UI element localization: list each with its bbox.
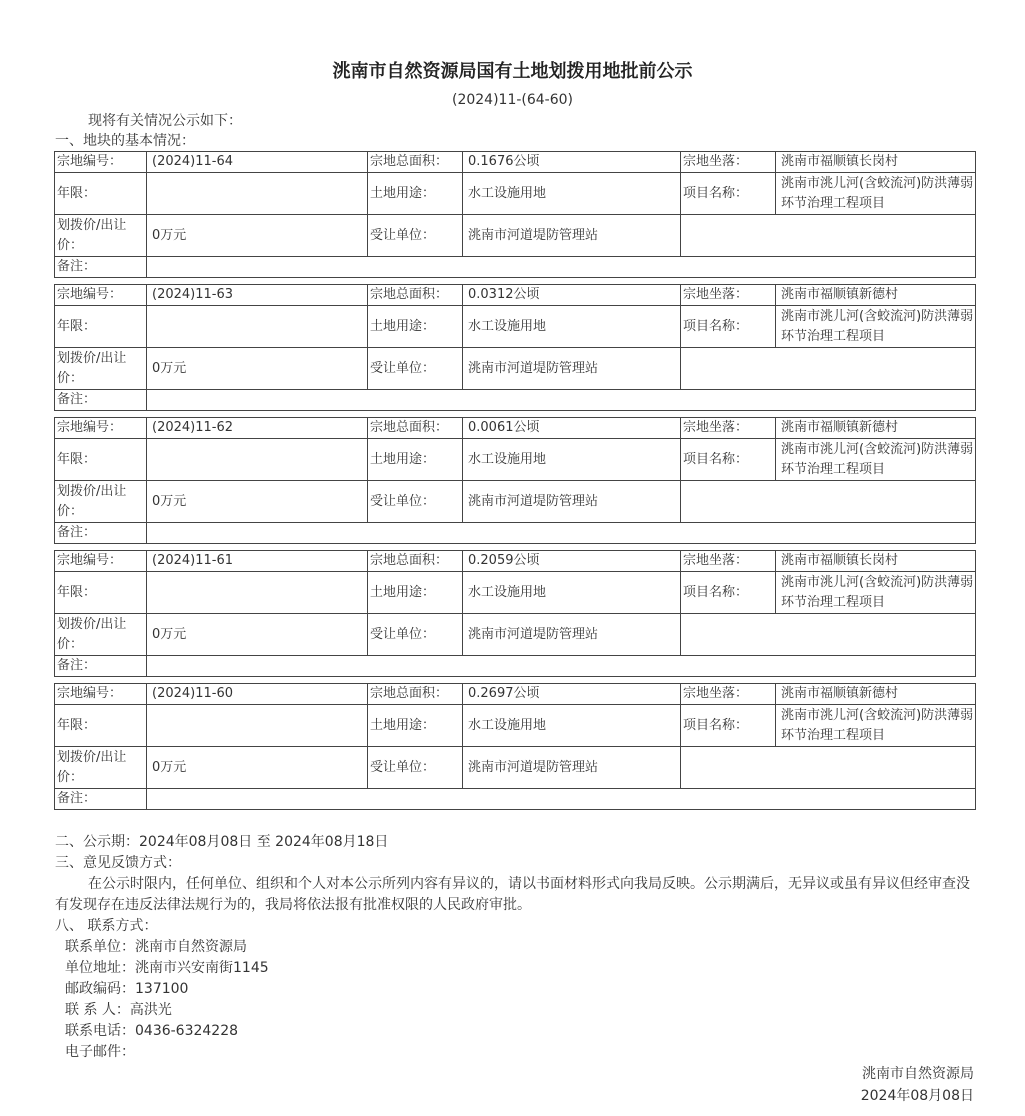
project-label: 项目名称： — [681, 306, 776, 348]
parcel-row — [55, 747, 976, 789]
location-label: 宗地坐落： — [681, 551, 776, 572]
total-area-value: 0.1676公顷 — [463, 152, 681, 173]
parcel-no-label: 宗地编号： — [55, 152, 147, 173]
remarks-label: 备注： — [55, 656, 147, 677]
location-value: 洮南市福顺镇新德村 — [776, 418, 976, 439]
remarks-label: 备注： — [55, 257, 147, 278]
parcel-row — [55, 257, 976, 278]
project-label: 项目名称： — [681, 173, 776, 215]
project-label: 项目名称： — [681, 705, 776, 747]
location-value: 洮南市福顺镇长岗村 — [776, 152, 976, 173]
parcel-row — [55, 390, 976, 411]
parcel-row — [55, 439, 976, 481]
parcel-row — [55, 173, 976, 215]
price-label: 划拨价/出让价： — [55, 614, 147, 656]
location-label: 宗地坐落： — [681, 684, 776, 705]
empty-cell — [681, 614, 976, 656]
contact-phone: 联系电话：0436-6324228 — [65, 1023, 239, 1039]
parcel-row — [55, 614, 976, 656]
parcel-tables — [54, 151, 975, 816]
assignee-label: 受让单位： — [368, 481, 463, 523]
term-value — [147, 572, 368, 614]
land-use-label: 土地用途： — [368, 705, 463, 747]
price-label: 划拨价/出让价： — [55, 747, 147, 789]
term-value — [147, 439, 368, 481]
parcel-table — [54, 151, 976, 278]
term-value — [147, 173, 368, 215]
remarks-label: 备注： — [55, 789, 147, 810]
assignee-label: 受让单位： — [368, 348, 463, 390]
parcel-no-value: (2024)11-63 — [147, 285, 368, 306]
parcel-table — [54, 284, 976, 411]
parcel-table — [54, 550, 976, 677]
land-use-label: 土地用途： — [368, 306, 463, 348]
project-value: 洮南市洮儿河(含蛟流河)防洪薄弱环节治理工程项目 — [776, 173, 976, 215]
remarks-value — [147, 257, 976, 278]
parcel-row — [55, 656, 976, 677]
parcel-no-value: (2024)11-61 — [147, 551, 368, 572]
contact-person: 联 系 人：高洪光 — [65, 1002, 172, 1018]
empty-cell — [681, 481, 976, 523]
location-value: 洮南市福顺镇长岗村 — [776, 551, 976, 572]
land-use-value: 水工设施用地 — [463, 705, 681, 747]
assignee-label: 受让单位： — [368, 614, 463, 656]
contact-unit: 联系单位：洮南市自然资源局 — [65, 939, 247, 955]
issuer-name: 洮南市自然资源局 — [862, 1066, 974, 1082]
land-use-value: 水工设施用地 — [463, 572, 681, 614]
remarks-label: 备注： — [55, 390, 147, 411]
land-use-label: 土地用途： — [368, 173, 463, 215]
land-use-label: 土地用途： — [368, 572, 463, 614]
price-label: 划拨价/出让价： — [55, 215, 147, 257]
parcel-no-label: 宗地编号： — [55, 684, 147, 705]
term-label: 年限： — [55, 306, 147, 348]
land-use-value: 水工设施用地 — [463, 439, 681, 481]
assignee-value: 洮南市河道堤防管理站 — [463, 747, 681, 789]
remarks-value — [147, 789, 976, 810]
term-value — [147, 306, 368, 348]
parcel-no-value: (2024)11-60 — [147, 684, 368, 705]
remarks-value — [147, 523, 976, 544]
project-label: 项目名称： — [681, 572, 776, 614]
parcel-row — [55, 348, 976, 390]
parcel-row — [55, 789, 976, 810]
assignee-value: 洮南市河道堤防管理站 — [463, 348, 681, 390]
parcel-row — [55, 215, 976, 257]
location-value: 洮南市福顺镇新德村 — [776, 285, 976, 306]
total-area-value: 0.0061公顷 — [463, 418, 681, 439]
parcel-row — [55, 572, 976, 614]
location-value: 洮南市福顺镇新德村 — [776, 684, 976, 705]
land-use-value: 水工设施用地 — [463, 306, 681, 348]
price-value: 0万元 — [147, 614, 368, 656]
contact-heading: 八、 联系方式： — [55, 918, 158, 934]
project-value: 洮南市洮儿河(含蛟流河)防洪薄弱环节治理工程项目 — [776, 439, 976, 481]
total-area-value: 0.2059公顷 — [463, 551, 681, 572]
price-label: 划拨价/出让价： — [55, 481, 147, 523]
remarks-value — [147, 656, 976, 677]
page-title: 洮南市自然资源局国有土地划拨用地批前公示 — [332, 61, 693, 82]
assignee-value: 洮南市河道堤防管理站 — [463, 614, 681, 656]
project-value: 洮南市洮儿河(含蛟流河)防洪薄弱环节治理工程项目 — [776, 705, 976, 747]
contact-postcode: 邮政编码：137100 — [65, 981, 189, 997]
feedback-heading: 三、意见反馈方式： — [55, 855, 181, 871]
remarks-label: 备注： — [55, 523, 147, 544]
price-value: 0万元 — [147, 348, 368, 390]
intro-text: 现将有关情况公示如下： — [88, 113, 242, 129]
total-area-value: 0.2697公顷 — [463, 684, 681, 705]
empty-cell — [681, 747, 976, 789]
parcel-row — [55, 285, 976, 306]
price-label: 划拨价/出让价： — [55, 348, 147, 390]
contact-address: 单位地址：洮南市兴安南街1145 — [65, 960, 269, 976]
parcel-no-value: (2024)11-64 — [147, 152, 368, 173]
parcel-row — [55, 481, 976, 523]
location-label: 宗地坐落： — [681, 285, 776, 306]
parcel-no-value: (2024)11-62 — [147, 418, 368, 439]
contact-email: 电子邮件： — [65, 1044, 135, 1060]
total-area-label: 宗地总面积： — [368, 152, 463, 173]
parcel-no-label: 宗地编号： — [55, 418, 147, 439]
parcel-table — [54, 417, 976, 544]
parcel-table — [54, 683, 976, 810]
project-value: 洮南市洮儿河(含蛟流河)防洪薄弱环节治理工程项目 — [776, 306, 976, 348]
total-area-label: 宗地总面积： — [368, 551, 463, 572]
empty-cell — [681, 215, 976, 257]
section-basic-info-heading: 一、地块的基本情况： — [55, 133, 195, 149]
parcel-row — [55, 684, 976, 705]
project-value: 洮南市洮儿河(含蛟流河)防洪薄弱环节治理工程项目 — [776, 572, 976, 614]
feedback-text: 在公示时限内，任何单位、组织和个人对本公示所列内容有异议的，请以书面材料形式向我局反映。公示期满后，无异议或虽有异议但经审查没有发现存在违反法律法规行为的，我局将依法报有批准权限的人民政府审批。 — [55, 876, 970, 913]
term-label: 年限： — [55, 572, 147, 614]
assignee-label: 受让单位： — [368, 747, 463, 789]
notice-body — [55, 832, 975, 1063]
document-number: (2024)11-(64-60) — [451, 92, 574, 108]
total-area-label: 宗地总面积： — [368, 285, 463, 306]
total-area-label: 宗地总面积： — [368, 418, 463, 439]
parcel-row — [55, 418, 976, 439]
land-use-label: 土地用途： — [368, 439, 463, 481]
signature-block — [861, 1063, 974, 1107]
assignee-value: 洮南市河道堤防管理站 — [463, 215, 681, 257]
empty-cell — [681, 348, 976, 390]
issue-date: 2024年08月08日 — [860, 1088, 974, 1104]
price-value: 0万元 — [147, 215, 368, 257]
notice-period: 二、公示期：2024年08月08日 至 2024年08月18日 — [55, 834, 389, 850]
parcel-row — [55, 551, 976, 572]
remarks-value — [147, 390, 976, 411]
term-label: 年限： — [55, 439, 147, 481]
assignee-value: 洮南市河道堤防管理站 — [463, 481, 681, 523]
project-label: 项目名称： — [681, 439, 776, 481]
term-value — [147, 705, 368, 747]
total-area-label: 宗地总面积： — [368, 684, 463, 705]
parcel-row — [55, 152, 976, 173]
parcel-no-label: 宗地编号： — [55, 551, 147, 572]
total-area-value: 0.0312公顷 — [463, 285, 681, 306]
parcel-row — [55, 705, 976, 747]
term-label: 年限： — [55, 705, 147, 747]
price-value: 0万元 — [147, 747, 368, 789]
term-label: 年限： — [55, 173, 147, 215]
location-label: 宗地坐落： — [681, 418, 776, 439]
assignee-label: 受让单位： — [368, 215, 463, 257]
price-value: 0万元 — [147, 481, 368, 523]
location-label: 宗地坐落： — [681, 152, 776, 173]
parcel-no-label: 宗地编号： — [55, 285, 147, 306]
land-use-value: 水工设施用地 — [463, 173, 681, 215]
parcel-row — [55, 523, 976, 544]
parcel-row — [55, 306, 976, 348]
